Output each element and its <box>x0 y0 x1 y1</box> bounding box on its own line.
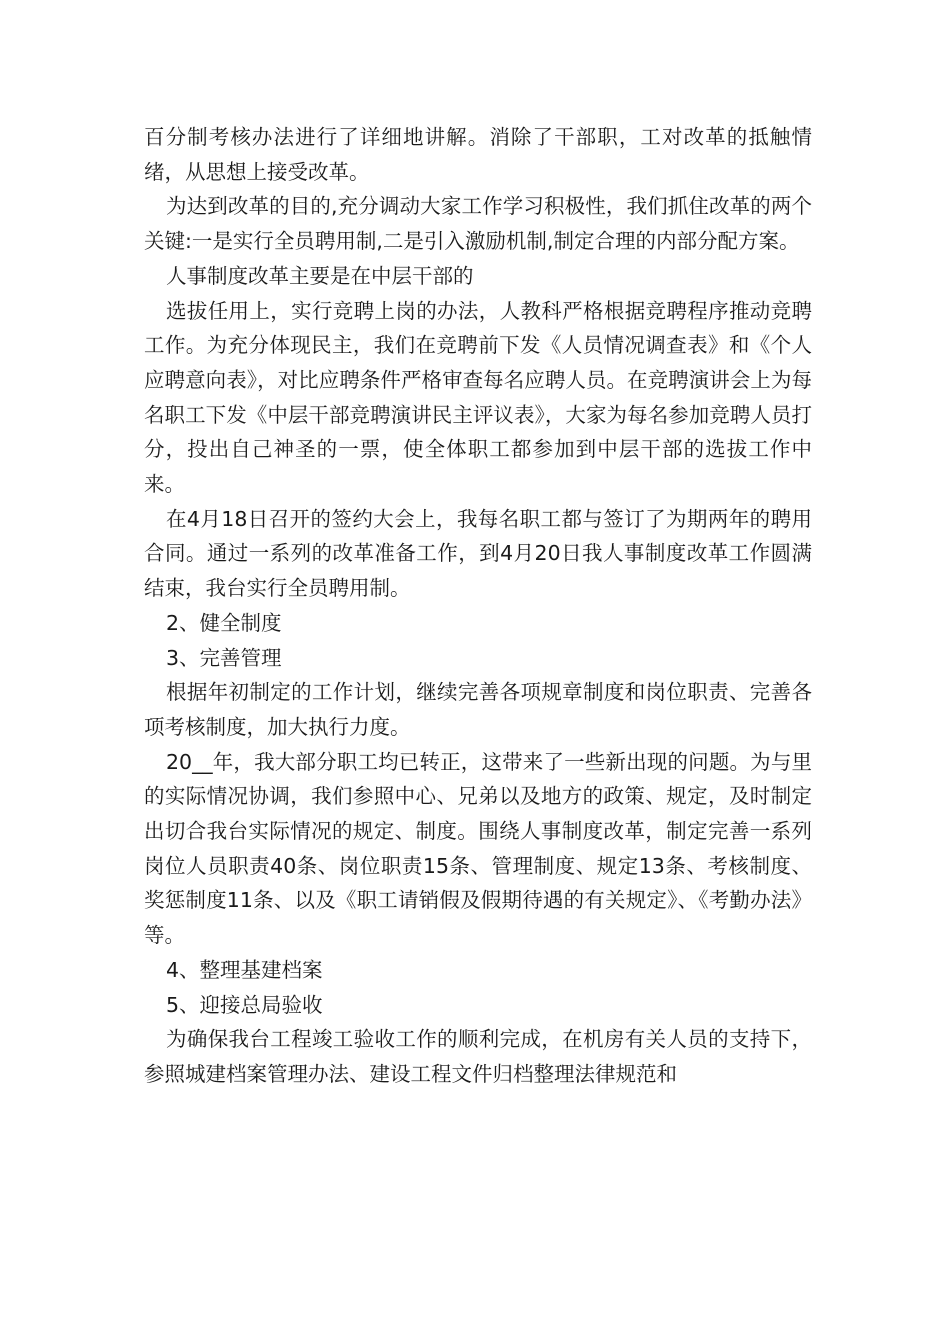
paragraph: 人事制度改革主要是在中层干部的 <box>166 263 474 288</box>
section-heading: 5、迎接总局验收 <box>166 992 323 1017</box>
section-heading: 2、健全制度 <box>166 610 282 635</box>
paragraph: 为确保我台工程竣工验收工作的顺利完成，在机房有关人员的支持下，参照城建档案管理办法、建设工程文件归档整理法律规范和 <box>144 1027 812 1086</box>
paragraph: 选拔任用上，实行竞聘上岗的办法，人教科严格根据竞聘程序推动竞聘工作。为充分体现民主，我们在竞聘前下发《人员情况调查表》和《个人应聘意向表》，对比应聘条件严格审查每名应聘人员。在竞聘演讲会上为每名职工下发《中层干部竞聘演讲民主评议表》，大家为每名参加竞聘人员打分，投出自己神圣的一票，使全体职工都参加到中层干部的选拔工作中来。 <box>144 298 812 497</box>
section-heading: 4、整理基建档案 <box>166 957 323 982</box>
paragraph: 20__年，我大部分职工均已转正，这带来了一些新出现的问题。为与里的实际情况协调，我们参照中心、兄弟以及地方的政策、规定，及时制定出切合我台实际情况的规定、制度。围绕人事制度改革，制定完善一系列岗位人员职责40条、岗位职责15条、管理制度、规定13条、考核制度、奖惩制度11条、以及《职工请销假及假期待遇的有关规定》、《考勤办法》等。 <box>144 749 812 948</box>
paragraph: 根据年初制定的工作计划，继续完善各项规章制度和岗位职责、完善各项考核制度，加大执行力度。 <box>144 680 812 739</box>
paragraph: 百分制考核办法进行了详细地讲解。消除了干部职，工对改革的抵触情绪，从思想上接受改革。 <box>144 125 812 184</box>
paragraph: 为达到改革的目的,充分调动大家工作学习积极性，我们抓住改革的两个关键:一是实行全员聘用制,二是引入激励机制,制定合理的内部分配方案。 <box>144 194 812 254</box>
section-heading: 3、完善管理 <box>166 645 282 670</box>
paragraph: 在4月18日召开的签约大会上，我每名职工都与签订了为期两年的聘用合同。通过一系列的改革准备工作，到4月20日我人事制度改革工作圆满结束，我台实行全员聘用制。 <box>144 506 812 601</box>
document-body <box>144 120 812 1092</box>
